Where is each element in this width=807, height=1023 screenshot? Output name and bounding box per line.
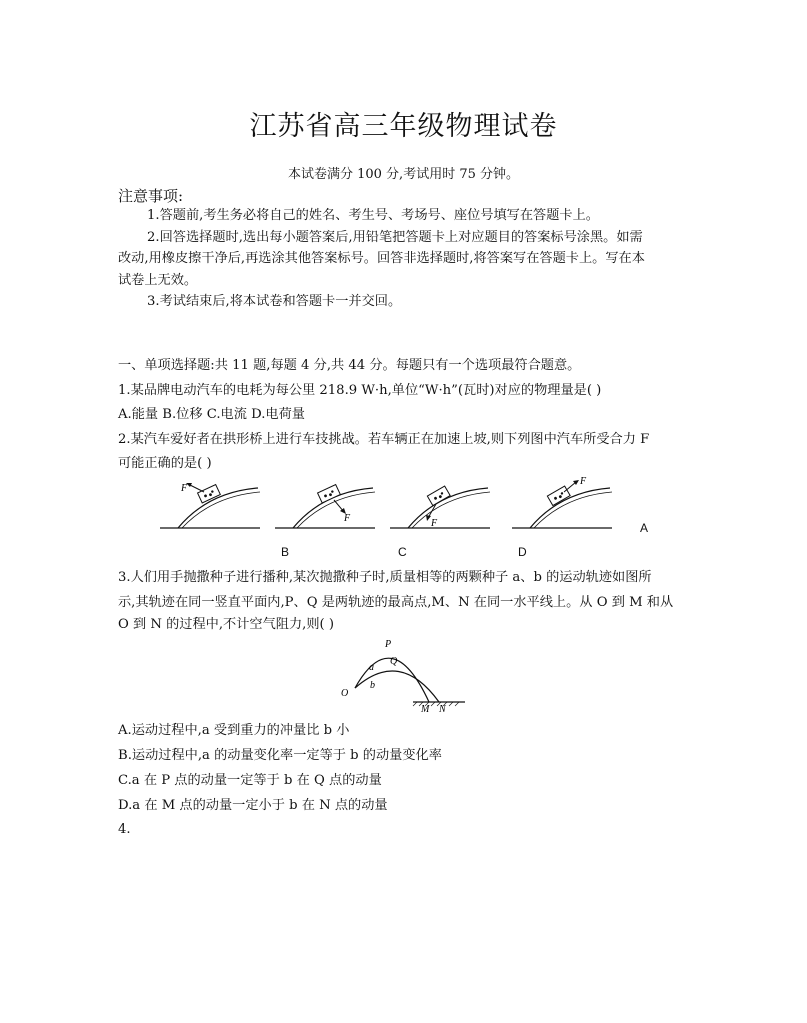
figure-1 [160, 483, 260, 528]
figure-4 [512, 476, 612, 528]
figure-label-c: C [398, 545, 407, 559]
question-3-stem-end: O 到 N 的过程中,不计空气阻力,则( ) [118, 617, 335, 632]
question-1-stem: 1.某品牌电动汽车的电耗为每公里 218.9 W·h,单位“W·h”(瓦时)对应的物理量是( ) [118, 383, 602, 398]
point-q-label: Q [390, 656, 398, 667]
point-p-label: P [385, 639, 392, 650]
point-m-label: M [421, 704, 430, 715]
figure-label-b: B [281, 545, 290, 559]
figure-label-d: D [518, 545, 527, 559]
question-1-options: A.能量 B.位移 C.电流 D.电荷量 [118, 407, 305, 422]
exam-info: 本试卷满分 100 分,考试用时 75 分钟。 [287, 167, 520, 182]
point-n-label: N [439, 704, 446, 715]
question-3-option-d: D.a 在 M 点的动量一定小于 b 在 N 点的动量 [118, 798, 388, 813]
notes-heading: 注意事项: [118, 187, 184, 205]
force-label: F [344, 513, 351, 524]
figure-3 [390, 486, 490, 529]
section-heading: 一、单项选择题:共 11 题,每题 4 分,共 44 分。每题只有一个选项最符合题意。 [118, 358, 581, 373]
question-4-stem: 4. [118, 822, 131, 837]
figure-2 [275, 485, 375, 528]
point-o-label: O [341, 688, 349, 699]
question-3-option-b: B.运动过程中,a 的动量变化率一定等于 b 的动量变化率 [118, 748, 442, 763]
note-item-1: 1.答题前,考生务必将自己的姓名、考生号、考场号、座位号填写在答题卡上。 [147, 208, 599, 223]
force-label: F [431, 518, 438, 529]
question-3-option-c: C.a 在 P 点的动量一定等于 b 在 Q 点的动量 [118, 773, 382, 788]
figure-label-a: A [640, 521, 649, 535]
question-2-stem-cont: 可能正确的是( ) [118, 456, 212, 471]
question-3-trajectory-figure [335, 636, 475, 716]
question-3-option-a: A.运动过程中,a 受到重力的冲量比 b 小 [118, 723, 350, 738]
note-item-2: 2.回答选择题时,选出每小题答案后,用铅笔把答题卡上对应题目的答案标号涂黑。如需 [147, 230, 643, 245]
question-3-stem: 3.人们用手抛撒种子进行播种,某次抛撒种子时,质量相等的两颗种子 a、b 的运动轨迹如图所 [118, 570, 652, 585]
question-2-figures [150, 470, 650, 532]
trajectory-b-label: b [370, 680, 375, 691]
note-item-2-cont: 改动,用橡皮擦干净后,再选涂其他答案标号。回答非选择题时,将答案写在答题卡上。写在本 [118, 251, 645, 266]
page-title: 江苏省高三年级物理试卷 [249, 111, 558, 142]
force-label: F [181, 483, 188, 494]
trajectory-a-label: a [369, 662, 374, 673]
note-item-2-end: 试卷上无效。 [118, 273, 198, 288]
force-label: F [580, 476, 587, 487]
note-item-3: 3.考试结束后,将本试卷和答题卡一并交回。 [147, 294, 402, 309]
question-2-stem: 2.某汽车爱好者在拱形桥上进行车技挑战。若车辆正在加速上坡,则下列图中汽车所受合力 F [118, 432, 650, 447]
question-3-stem-cont: 示,其轨迹在同一竖直平面内,P、Q 是两轨迹的最高点,M、N 在同一水平线上。从 O 到 M 和从 [118, 595, 674, 610]
